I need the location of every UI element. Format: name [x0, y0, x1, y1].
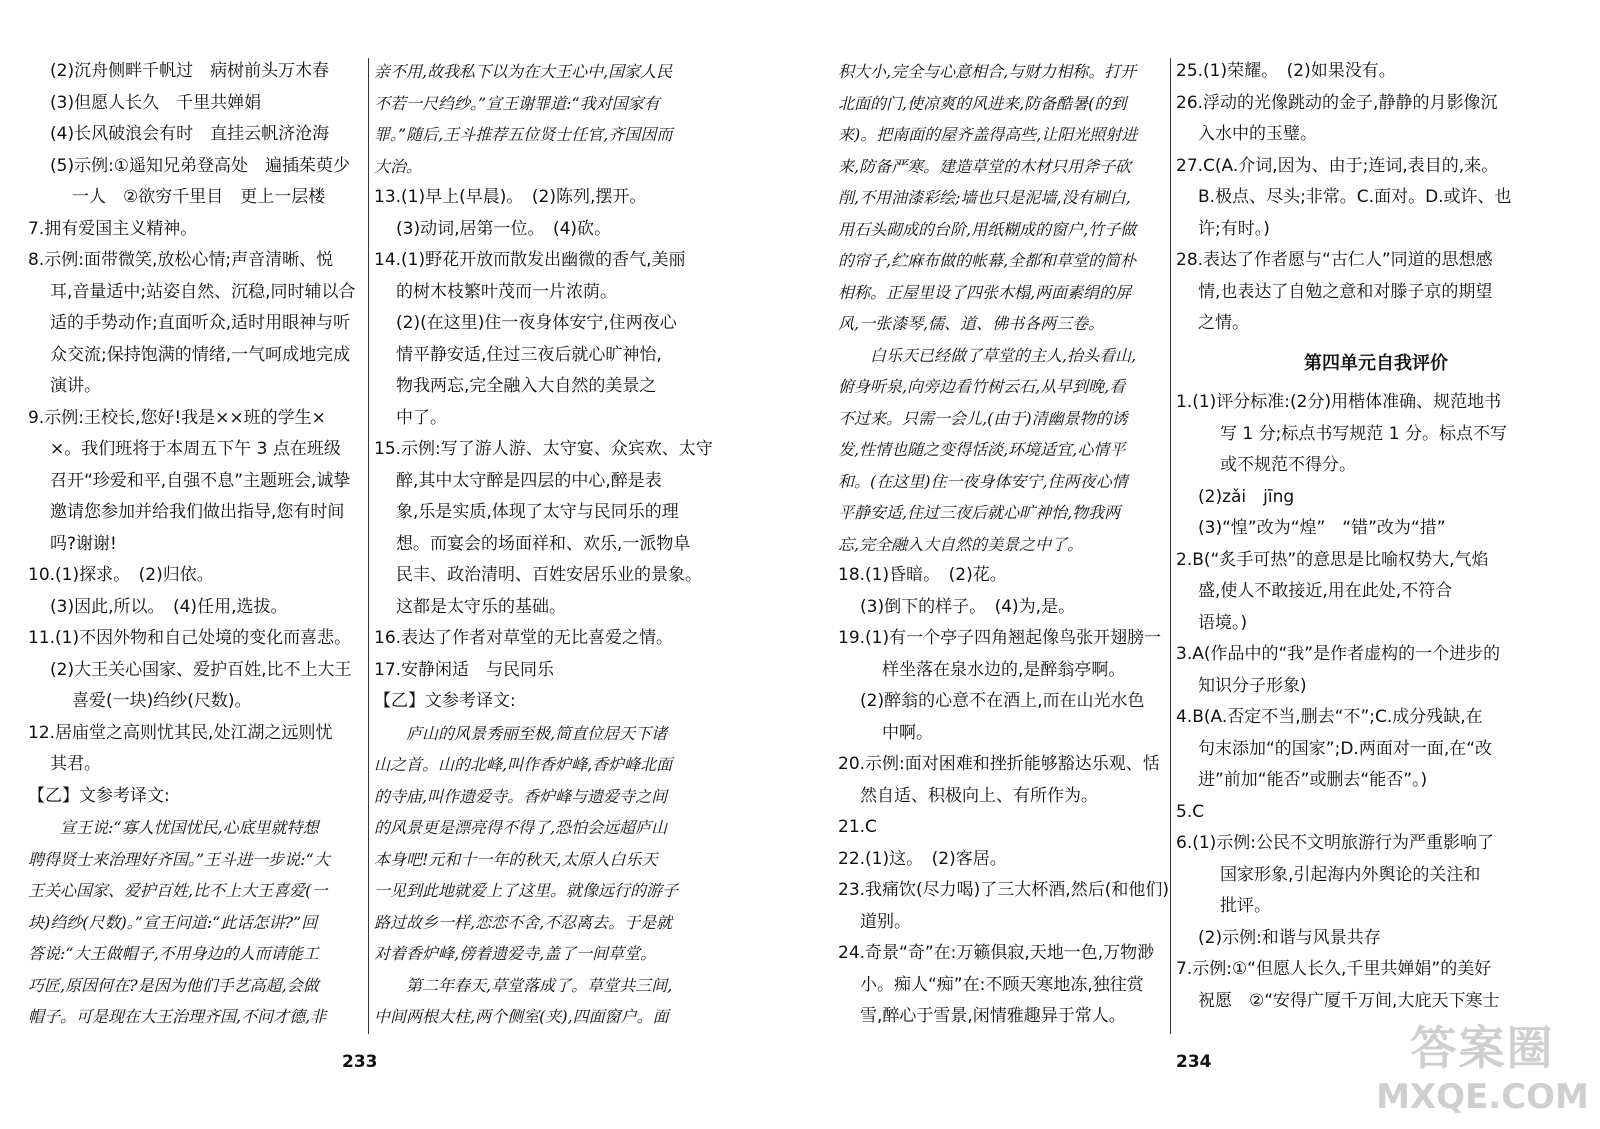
text-line: 俯身听泉,向旁边看竹树云石,从早到晚,看: [838, 377, 1126, 396]
left-column-1: [28, 56, 363, 1033]
text-line: 9.示例:王校长,您好!我是××班的学生×: [28, 407, 326, 428]
text-line: 7.拥有爱国主义精神。: [28, 218, 198, 239]
text-line: (3)“惶”改为“煌” “错”改为“措”: [1198, 518, 1446, 538]
text-line: 和。(在这里)住一夜身体安宁,住两夜心情: [838, 471, 1128, 491]
text-line: 13.(1)早上(早晨)。 (2)陈列,摆开。: [374, 187, 647, 207]
text-line: 宣王说:“寡人忧国忧民,心底里就特想: [60, 818, 319, 837]
text-line: 盛,使人不敢接近,用在此处,不符合: [1198, 581, 1453, 601]
text-line: 相称。正屋里设了四张木榻,两面素绢的屏: [838, 282, 1132, 302]
text-line: 帽子。可是现在大王治理齐国,不问才德,非: [28, 1007, 327, 1026]
left-column-2: [374, 56, 769, 1033]
text-line: 不过来。只需一会儿,(由于)清幽景物的诱: [838, 408, 1128, 428]
text-line: 情,也表达了自勉之意和对滕子京的期望: [1198, 281, 1493, 302]
text-line: 北面的门,使凉爽的风进来,防备酷暑(的到: [838, 93, 1127, 113]
text-line: 耳,音量适中;站姿自然、沉稳,同时辅以合: [50, 281, 356, 302]
text-line: 4.B(A.否定不当,删去“不”;C.成分残缺,在: [1176, 707, 1483, 727]
text-line: 3.A(作品中的“我”是作者虚构的一个进步的: [1176, 644, 1501, 664]
text-line: 第二年春天,草堂落成了。草堂共三间,: [406, 975, 673, 995]
page-number: 234: [1176, 1052, 1212, 1072]
text-line: 吗?谢谢!: [50, 533, 117, 554]
text-line: 巧匠,原因何在?是因为他们手艺高超,会做: [28, 975, 319, 995]
text-line: 19.(1)有一个亭子四角翘起像鸟张开翅膀一: [838, 628, 1162, 648]
text-line: 醉,其中太守醉是四层的中心,醉是表: [396, 470, 662, 491]
text-line: 知识分子形象): [1198, 675, 1307, 696]
text-line: 句末添加“的国家”;D.两面对一面,在“改: [1198, 738, 1493, 759]
text-line: 1.(1)评分标准:(2分)用楷体准确、规范地书: [1176, 392, 1502, 412]
text-line: (5)示例:①遥知兄弟登高处 遍插茱萸少: [50, 155, 351, 176]
text-line: 王关心国家、爱护百姓,比不上大王喜爱(一: [28, 881, 328, 900]
text-line: 象,乐是实质,体现了太守与民同乐的理: [396, 502, 679, 522]
text-line: 物我两忘,完全融入大自然的美景之: [396, 376, 657, 396]
text-line: 26.浮动的光像跳动的金子,静静的月影像沉: [1176, 92, 1498, 113]
column-divider: [368, 58, 369, 1034]
right-column-2: [1176, 56, 1576, 1017]
text-line: 罪。”随后,王斗推荐五位贤士任官,齐国因而: [374, 125, 673, 144]
text-line: 进”前加“能否”或删去“能否”。): [1198, 770, 1428, 790]
text-line: 邀请您参加并给我们做出指导,您有时间: [50, 502, 345, 522]
text-line: 8.示例:面带微笑,放松心情;声音清晰、悦: [28, 250, 334, 270]
text-line: 平静安适,住过三夜后就心旷神怡,物我两: [838, 503, 1121, 522]
text-line: 许;有时。): [1198, 218, 1270, 239]
text-line: 亲不用,故我私下以为在大王心中,国家人民: [374, 62, 673, 81]
text-line: 28.表达了作者愿与“古仁人”同道的思想感: [1176, 250, 1493, 270]
text-line: 语境。): [1198, 612, 1248, 633]
text-line: 27.C(A.介词,因为、由于;连词,表目的,来。: [1176, 155, 1499, 176]
text-line: 来)。把南面的屋齐盖得高些,让阳光照射进: [838, 125, 1138, 144]
text-line: 块)绉纱(尺数)。”宣王问道:“此话怎讲?”回: [28, 912, 318, 932]
text-line: (2)(在这里)住一夜身体安宁,住两夜心: [396, 313, 677, 333]
watermark-url: MXQE.COM: [1376, 1077, 1589, 1117]
text-line: 民丰、政治清明、百姓安居乐业的景象。: [396, 565, 702, 585]
text-line: 一人 ②欲穷千里目 更上一层楼: [72, 187, 326, 207]
text-line: 25.(1)荣耀。 (2)如果没有。: [1176, 61, 1396, 81]
text-line: 11.(1)不因外物和自己处境的变化而喜悲。: [28, 628, 352, 648]
text-line: 忘,完全融入大自然的美景之中了。: [838, 534, 1084, 554]
text-line: 12.居庙堂之高则忧其民,处江湖之远则忧: [28, 722, 333, 743]
text-line: (2)醉翁的心意不在酒上,而在山光水色: [860, 691, 1145, 711]
text-line: 样坐落在泉水边的,是醉翁亭啊。: [882, 659, 1126, 680]
text-line: 白乐天已经做了草堂的主人,抬头看山,: [870, 345, 1137, 365]
text-line: (3)倒下的样子。 (4)为,是。: [860, 596, 1076, 617]
text-line: 或不规范不得分。: [1220, 455, 1356, 475]
text-line: 适的手势动作;直面听众,适时用眼神与听: [50, 313, 351, 333]
text-line: 的帘子,纻麻布做的帐幕,全都和草堂的简朴: [838, 251, 1137, 270]
text-line: 一见到此地就爱上了这里。就像远行的游子: [374, 881, 679, 900]
text-line: 庐山的风景秀丽至极,简直位居天下诸: [406, 723, 668, 743]
text-line: 7.示例:①“但愿人长久,千里共婵娟”的美好: [1176, 959, 1492, 979]
text-line: 22.(1)这。 (2)客居。: [838, 848, 1007, 869]
text-line: 的风景更是漂亮得不得了,恐怕会远超庐山: [374, 818, 668, 837]
text-line: 的树木枝繁叶茂而一片浓荫。: [396, 281, 617, 302]
text-line: 路过故乡一样,恋恋不舍,不忍离去。于是就: [374, 912, 673, 932]
text-line: 14.(1)野花开放而散发出幽微的香气,美丽: [374, 250, 686, 270]
page-number: 233: [342, 1052, 378, 1072]
text-line: 之情。: [1198, 313, 1249, 333]
text-line: 24.奇景“奇”在:万籁俱寂,天地一色,万物渺: [838, 943, 1155, 963]
text-line: 5.C: [1176, 801, 1205, 822]
text-line: 雪,醉心于雪景,闲情雅趣异于常人。: [860, 1006, 1126, 1026]
text-line: 风,一张漆琴,儒、道、佛书各两三卷。: [838, 314, 1105, 333]
text-line: 6.(1)示例:公民不文明旅游行为严重影响了: [1176, 833, 1495, 853]
text-line: (3)因此,所以。 (4)任用,选拔。: [50, 596, 288, 617]
text-line: 16.表达了作者对草堂的无比喜爱之情。: [374, 628, 674, 648]
text-line: (3)但愿人长久 千里共婵娟: [50, 92, 262, 113]
text-line: 写 1 分;标点书写规范 1 分。标点不写: [1220, 423, 1507, 444]
right-page: [800, 0, 1600, 1129]
text-line: 这都是太守乐的基础。: [396, 596, 566, 617]
text-line: 18.(1)昏暗。 (2)花。: [838, 565, 1007, 585]
text-line: 然自适、积极向上、有所作为。: [860, 785, 1098, 806]
text-line: 演讲。: [50, 376, 101, 396]
text-line: 其君。: [50, 754, 101, 774]
text-line: 削,不用油漆彩绘;墙也只是泥墙,没有刷白,: [838, 188, 1131, 207]
text-line: 不若一尺绉纱。”宣王谢罪道:“我对国家有: [374, 93, 660, 113]
text-line: 2.B(“炙手可热”的意思是比喻权势大,气焰: [1176, 549, 1489, 570]
text-line: 【乙】文参考译文:: [374, 691, 516, 711]
text-line: 21.C: [838, 817, 877, 837]
text-line: 召开“珍爱和平,自强不息”主题班会,诚挚: [50, 470, 351, 491]
text-line: 15.示例:写了游人游、太守宴、众宾欢、太守: [374, 439, 713, 459]
text-line: (2)示例:和谐与风景共存: [1198, 927, 1381, 948]
text-line: 批评。: [1220, 896, 1271, 916]
text-line: 国家形象,引起海内外舆论的关注和: [1220, 864, 1481, 885]
text-line: 对着香炉峰,傍着遗爱寺,盖了一间草堂。: [374, 944, 657, 963]
text-line: 喜爱(一块)绉纱(尺数)。: [72, 691, 252, 711]
column-divider: [1170, 58, 1171, 1034]
text-line: 道别。: [860, 911, 911, 932]
text-line: 10.(1)探求。 (2)归依。: [28, 565, 214, 585]
text-line: 积大小,完全与心意相合,与财力相称。打开: [838, 62, 1137, 81]
text-line: 来,防备严寒。建造草堂的木材只用斧子砍: [838, 156, 1132, 176]
text-line: 中了。: [396, 407, 447, 428]
text-line: (3)动词,居第一位。 (4)砍。: [396, 218, 612, 239]
text-line: 中间两根大柱,两个侧室(夹),四面窗户。面: [374, 1007, 669, 1026]
text-line: 中啊。: [882, 722, 933, 743]
text-line: B.极点、尽头;非常。C.面对。D.或许、也: [1198, 187, 1512, 207]
text-line: 众交流;保持饱满的情绪,一气呵成地完成: [50, 344, 351, 365]
text-line: 聘得贤士来治理好齐国。”王斗进一步说:“大: [28, 849, 330, 869]
text-line: 本身吧!元和十一年的秋天,太原人白乐天: [374, 849, 658, 869]
text-line: 17.安静闲适 与民同乐: [374, 659, 555, 680]
text-line: (2)沉舟侧畔千帆过 病树前头万木春: [50, 61, 330, 81]
text-line: 20.示例:面对困难和挫折能够豁达乐观、恬: [838, 754, 1160, 774]
text-line: 山之首。山的北峰,叫作香炉峰,香炉峰北面: [374, 755, 673, 774]
text-line: 23.我痛饮(尽力喝)了三大杯酒,然后(和他们): [838, 880, 1169, 900]
text-line: 【乙】文参考译文:: [28, 785, 170, 806]
text-line: 祝愿 ②“安得广厦千万间,大庇天下寒士: [1198, 990, 1500, 1011]
text-line: 用石头砌成的台阶,用纸糊成的窗户,竹子做: [838, 219, 1137, 239]
right-column-1: [838, 56, 1169, 1033]
text-line: 大治。: [374, 156, 423, 176]
watermark-logo: 答案圈: [1410, 1021, 1555, 1075]
text-line: 情平静安适,住过三夜后就心旷神怡,: [396, 344, 662, 365]
text-line: 想。而宴会的场面祥和、欢乐,一派物阜: [396, 533, 691, 554]
text-line: (2)zǎi jīng: [1198, 486, 1295, 507]
text-line: 发,性情也随之变得恬淡,环境适宜,心情平: [838, 440, 1126, 459]
text-line: (2)大王关心国家、爱护百姓,比不上大王: [50, 659, 352, 680]
text-line: (4)长风破浪会有时 直挂云帆济沧海: [50, 124, 330, 144]
text-line: 的寺庙,叫作遗爱寺。香炉峰与遗爱寺之间: [374, 786, 668, 806]
text-line: 第四单元自我评价: [1304, 352, 1448, 374]
text-line: 答说:“大王做帽子,不用身边的人而请能工: [28, 944, 319, 963]
text-line: ×。我们班将于本周五下午 3 点在班级: [50, 439, 341, 459]
text-line: 入水中的玉璧。: [1198, 124, 1317, 144]
text-line: 小。痴人“痴”在:不顾天寒地冻,独往赏: [860, 974, 1144, 995]
watermark: [1375, 1018, 1590, 1123]
